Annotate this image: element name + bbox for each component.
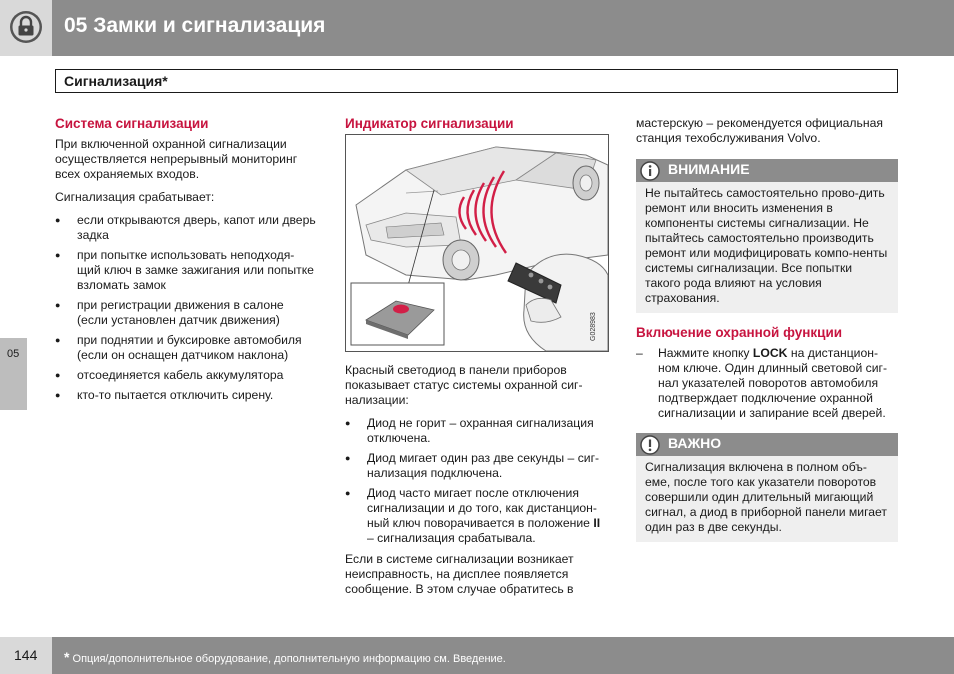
continuation-text: мастерскую – рекомендуется официальная станция техобслуживания Volvo. <box>636 116 884 145</box>
list-item: ● при поднятии и буксировке автомобиля (если он оснащен датчиком наклона) <box>55 333 317 363</box>
list-item-text: Диод часто мигает после отключения сигнализации и до того, как дистанцион-ный ключ поворачивается в положение <box>367 486 597 530</box>
step-pre: Нажмите кнопку <box>658 346 753 360</box>
page-footer <box>0 637 954 674</box>
list-item: ● если открываются дверь, капот или дверь задка <box>55 213 317 243</box>
page-number: 144 <box>14 647 38 663</box>
indicator-states-list <box>345 416 607 546</box>
car-illustration-icon <box>346 135 608 351</box>
list-item <box>636 346 898 421</box>
important-box <box>636 433 898 542</box>
warning-box <box>636 159 898 313</box>
image-code: G028983 <box>590 312 597 341</box>
side-tab-label: 05 <box>7 348 20 360</box>
indicator-outro: Если в системе сигнализации возникает неисправность, на дисплее появляется сообщение. В этом случае обратитесь в <box>345 552 574 596</box>
column-alarm-indicator <box>345 363 607 605</box>
list-item: ● при регистрации движения в салоне (если установлен датчик движения) <box>55 298 317 328</box>
indicator-intro: Красный светодиод в панели приборов показывает статус системы охранной сиг-нализации: <box>345 363 583 407</box>
info-icon <box>640 161 660 181</box>
chapter-side-tab <box>0 338 27 410</box>
list-item-tail: – сигнализация срабатывала. <box>367 531 536 545</box>
warning-text: Не пытайтесь самостоятельно прово-дить ремонт или вносить изменения в компоненты системы сигнализации. Не пытайтесь самостоятельно производить ремонт или модифицировать компо-ненты системы сигнализации. Все попытки такого рода влияют на условия страхования. <box>645 186 888 305</box>
service-continuation <box>636 116 898 154</box>
list-item: ● Диод мигает один раз две секунды – сиг-нализация подключена. <box>345 451 607 481</box>
important-title: ВАЖНО <box>668 435 722 451</box>
activation-steps <box>636 346 898 421</box>
alarm-system-heading: Система сигнализации <box>55 116 209 131</box>
activation-heading: Включение охранной функции <box>636 325 843 340</box>
important-header <box>636 433 898 456</box>
lock-key-label: LOCK <box>752 346 788 360</box>
list-item <box>345 486 607 546</box>
chapter-title: 05 Замки и сигнализация <box>64 14 326 37</box>
key-position: II <box>593 516 601 530</box>
list-item: ● при попытке использовать неподходя-щий ключ в замке зажигания или попытке взломать замок <box>55 248 317 293</box>
footnote-text: Опция/дополнительное оборудование, дополнительную информацию см. Введение. <box>72 653 506 665</box>
page-number-box <box>0 637 52 674</box>
list-item: ● кто-то пытается отключить сирену. <box>55 388 317 403</box>
list-item: ● отсоединяется кабель аккумулятора <box>55 368 317 383</box>
alarm-indicator-heading: Индикатор сигнализации <box>345 116 514 131</box>
alarm-triggers-list <box>55 213 317 403</box>
warning-header <box>636 159 898 182</box>
footnote-mark: * <box>64 649 70 665</box>
important-text: Сигнализация включена в полном объ-еме, после того как указатели поворотов совершили один длительный мигающий сигнал, а диод в приборной панели мигает один раз в две секунды. <box>645 460 887 534</box>
section-heading-box <box>55 69 898 93</box>
section-title: Сигнализация* <box>64 73 168 89</box>
alarm-system-intro: При включенной охранной сигнализации осуществляется непрерывный мониторинг всех охраняемых входов. <box>55 137 298 181</box>
alarm-triggers-lead: Сигнализация срабатывает: <box>55 190 215 204</box>
activation-section <box>636 325 898 421</box>
chapter-badge <box>0 0 52 56</box>
step-post: на дистанцион-ном ключе. Один длинный световой сиг-нал указателей поворотов автомобиля подтверждает подключение охранной сигнализации и запирание всей дверей. <box>658 346 888 420</box>
padlock-icon <box>9 10 43 44</box>
warning-title: ВНИМАНИЕ <box>668 161 750 177</box>
exclamation-icon <box>640 435 660 455</box>
car-remote-illustration <box>345 134 609 352</box>
list-item: ● Диод не горит – охранная сигнализация отключена. <box>345 416 607 446</box>
column-alarm-system <box>55 116 317 408</box>
footnote <box>64 649 506 665</box>
chapter-header <box>0 0 954 56</box>
